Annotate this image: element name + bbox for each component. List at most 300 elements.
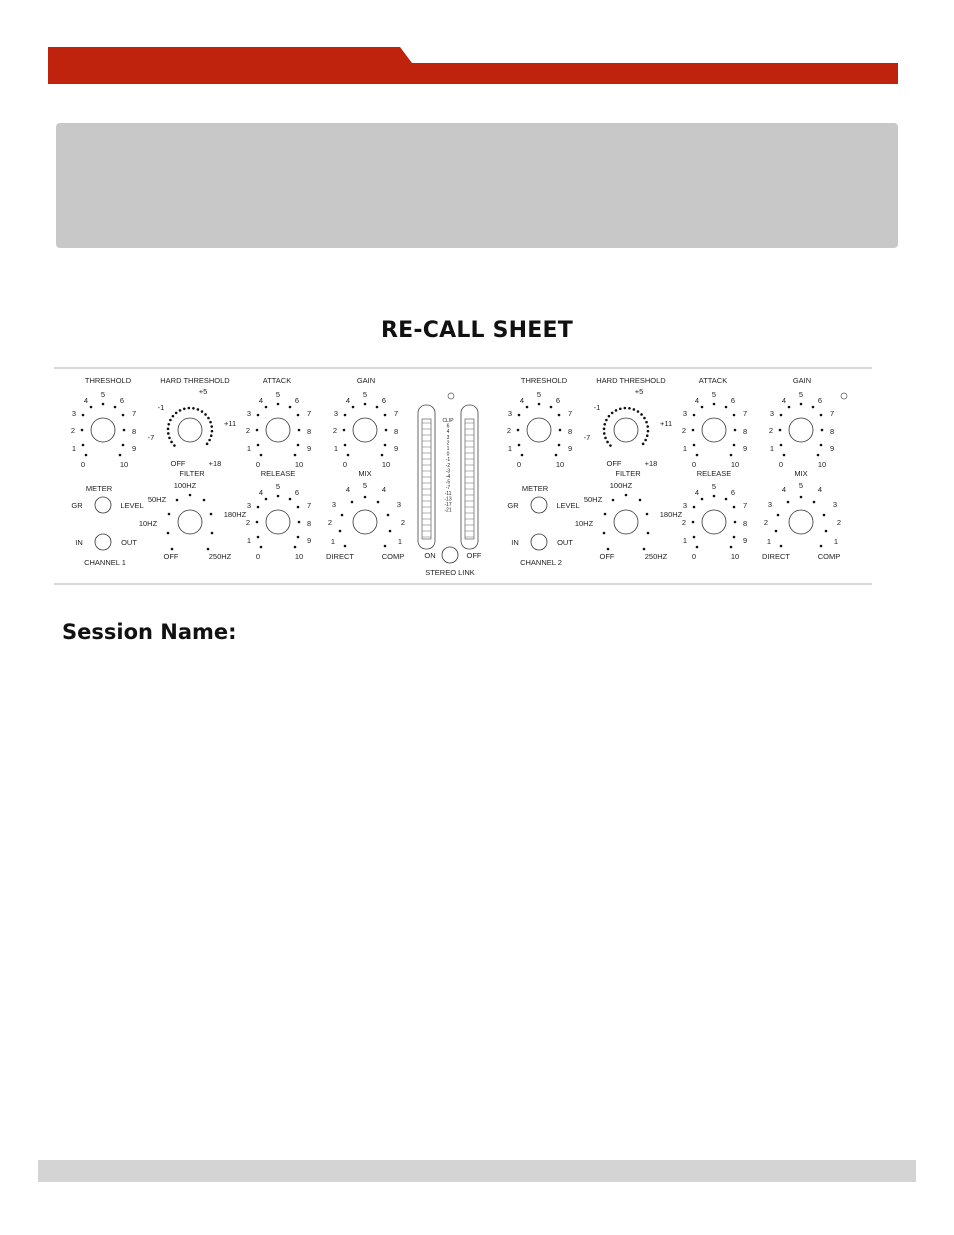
meter-scale-label: -2 <box>445 462 451 469</box>
scale-dot <box>176 499 179 502</box>
scale-label: 0 <box>255 552 261 561</box>
scale-dot <box>701 498 704 501</box>
ht-mark: OFF <box>170 459 186 468</box>
scale-dot <box>692 521 695 524</box>
scale-label: 8 <box>743 519 748 528</box>
meter-gr-label: GR <box>71 501 83 510</box>
scale-label: 5 <box>711 482 717 491</box>
scale-label: 10 <box>817 460 827 469</box>
scale-label: 8 <box>394 427 399 436</box>
scale-dot <box>260 454 263 457</box>
scale-dot <box>384 545 387 548</box>
scale-label: 2 <box>245 426 250 435</box>
meter-switch[interactable] <box>95 497 111 513</box>
meter-scale-label: -21 <box>444 507 452 514</box>
scale-label: 7 <box>743 409 748 418</box>
scale-label: 1 <box>769 444 774 453</box>
ht-mark: -7 <box>147 433 155 442</box>
scale-label: 10 <box>119 460 129 469</box>
filter-mark: 180HZ <box>659 510 683 519</box>
scale-label: 2 <box>768 426 773 435</box>
scale-label: 1 <box>333 444 338 453</box>
scale-dot <box>800 403 803 406</box>
scale-label: 1 <box>682 536 687 545</box>
scale-label: 6 <box>555 396 561 405</box>
hard-threshold-label: HARD THRESHOLD <box>160 376 230 385</box>
scale-dot <box>646 425 649 428</box>
mix-mark: 4 <box>381 485 387 494</box>
filter-mark: 100HZ <box>173 481 197 490</box>
scale-dot <box>817 454 820 457</box>
meter-scale-label: -7 <box>445 485 451 492</box>
scale-dot <box>188 407 191 410</box>
scale-label: 2 <box>681 518 686 527</box>
scale-label: 9 <box>132 444 137 453</box>
scale-label: 0 <box>691 460 697 469</box>
clip-led-1 <box>448 393 454 399</box>
scale-dot <box>210 434 213 437</box>
scale-dot <box>81 429 84 432</box>
gain-knob[interactable] <box>353 418 377 442</box>
scale-label: 0 <box>516 460 522 469</box>
mix-mark: DIRECT <box>762 552 790 561</box>
clip-led-2 <box>841 393 847 399</box>
scale-dot <box>643 417 646 420</box>
meter-window <box>465 419 474 539</box>
scale-dot <box>197 408 200 411</box>
scale-dot <box>603 428 606 431</box>
scale-dot <box>344 545 347 548</box>
scale-dot <box>615 409 618 412</box>
scale-dot <box>612 499 615 502</box>
footer-bar <box>38 1160 916 1182</box>
scale-label: 6 <box>294 396 300 405</box>
attack-knob[interactable] <box>266 418 290 442</box>
scale-dot <box>257 414 260 417</box>
scale-dot <box>820 545 823 548</box>
scale-dot <box>733 414 736 417</box>
scale-dot <box>559 429 562 432</box>
scale-dot <box>605 419 608 422</box>
scale-dot <box>347 454 350 457</box>
scale-label: 0 <box>80 460 86 469</box>
scale-dot <box>389 530 392 533</box>
scale-dot <box>206 443 209 446</box>
scale-dot <box>555 454 558 457</box>
scale-dot <box>713 403 716 406</box>
gain-knob[interactable] <box>789 418 813 442</box>
channel-name: CHANNEL 1 <box>84 558 126 567</box>
scale-label: 1 <box>246 444 251 453</box>
scale-dot <box>167 432 170 435</box>
scale-dot <box>696 546 699 549</box>
ht-mark: +11 <box>224 419 237 428</box>
scale-label: 6 <box>381 396 387 405</box>
scale-dot <box>692 429 695 432</box>
scale-label: 5 <box>100 390 106 399</box>
scale-dot <box>265 406 268 409</box>
scale-dot <box>608 415 611 418</box>
scale-dot <box>642 443 645 446</box>
release-knob[interactable] <box>702 510 726 534</box>
meter-scale-label: -4 <box>445 474 451 480</box>
mix-mark: 4 <box>817 485 823 494</box>
attack-label: ATTACK <box>698 376 728 385</box>
channel-name: CHANNEL 2 <box>520 558 562 567</box>
scale-dot <box>550 406 553 409</box>
mix-knob[interactable] <box>353 510 377 534</box>
scale-dot <box>201 410 204 413</box>
scale-dot <box>647 532 650 535</box>
scale-dot <box>189 494 192 497</box>
ht-mark: OFF <box>606 459 622 468</box>
scale-label: 10 <box>555 460 565 469</box>
mix-knob[interactable] <box>789 510 813 534</box>
scale-dot <box>183 407 186 410</box>
scale-dot <box>558 414 561 417</box>
hard-threshold-knob[interactable] <box>614 418 638 442</box>
scale-dot <box>611 412 614 415</box>
mix-mark: 3 <box>832 500 838 509</box>
scale-dot <box>604 513 607 516</box>
scale-dot <box>90 406 93 409</box>
scale-dot <box>538 403 541 406</box>
scale-dot <box>168 437 171 440</box>
scale-dot <box>179 409 182 412</box>
scale-label: 4 <box>519 396 525 405</box>
scale-dot <box>211 532 214 535</box>
mix-mark: 2 <box>836 518 842 527</box>
scale-label: 8 <box>307 427 312 436</box>
scale-dot <box>82 414 85 417</box>
attack-knob[interactable] <box>702 418 726 442</box>
scale-dot <box>733 506 736 509</box>
mix-mark: COMP <box>817 552 841 561</box>
filter-mark: 250HZ <box>208 552 232 561</box>
meter-scale-label: 0 <box>446 451 450 458</box>
scale-dot <box>730 546 733 549</box>
scale-dot <box>521 454 524 457</box>
scale-label: 9 <box>307 444 312 453</box>
meter-scale-label: CLIP <box>442 418 454 424</box>
scale-label: 8 <box>743 427 748 436</box>
scale-dot <box>298 429 301 432</box>
scale-label: 9 <box>743 536 748 545</box>
header-banner <box>48 47 898 84</box>
meter-scale-label: -13 <box>444 496 452 503</box>
scale-dot <box>211 430 214 433</box>
threshold-label: THRESHOLD <box>520 376 568 385</box>
scale-label: 7 <box>394 409 399 418</box>
meter-scale-label: 6 <box>446 423 450 430</box>
scale-dot <box>114 406 117 409</box>
scale-label: 6 <box>817 396 823 405</box>
scale-dot <box>207 417 210 420</box>
filter-mark: 180HZ <box>223 510 247 519</box>
scale-dot <box>823 514 826 517</box>
scale-dot <box>517 429 520 432</box>
scale-label: 3 <box>682 501 687 510</box>
ht-mark: -7 <box>583 433 591 442</box>
meter-label: METER <box>85 484 113 493</box>
scale-label: 2 <box>332 426 337 435</box>
scale-dot <box>628 407 631 410</box>
scale-dot <box>693 414 696 417</box>
scale-dot <box>294 454 297 457</box>
scale-dot <box>639 499 642 502</box>
scale-dot <box>647 430 650 433</box>
filter-knob[interactable] <box>178 510 202 534</box>
scale-dot <box>779 429 782 432</box>
filter-mark: OFF <box>599 552 615 561</box>
scale-dot <box>644 439 647 442</box>
stereo-link-switch[interactable] <box>442 547 458 563</box>
scale-dot <box>730 454 733 457</box>
scale-label: 1 <box>246 536 251 545</box>
scale-label: 2 <box>245 518 250 527</box>
ht-mark: +18 <box>208 459 222 468</box>
scale-label: 7 <box>830 409 835 418</box>
scale-dot <box>297 536 300 539</box>
ht-mark: +5 <box>198 387 208 396</box>
page-title: RE-CALL SHEET <box>381 318 573 343</box>
compressor-front-panel <box>54 367 872 585</box>
scale-dot <box>384 414 387 417</box>
scale-label: 1 <box>682 444 687 453</box>
attack-label: ATTACK <box>262 376 292 385</box>
scale-label: 10 <box>381 460 391 469</box>
threshold-knob[interactable] <box>91 418 115 442</box>
mix-mark: 1 <box>330 537 336 546</box>
meter-scale-label: -17 <box>444 502 452 508</box>
release-label: RELEASE <box>260 469 296 478</box>
scale-label: 8 <box>307 519 312 528</box>
scale-dot <box>170 441 173 444</box>
meter-scale-label: 3 <box>446 434 450 441</box>
mix-mark: 2 <box>763 518 769 527</box>
mix-mark: DIRECT <box>326 552 354 561</box>
scale-dot <box>701 406 704 409</box>
mix-mark: 1 <box>766 537 772 546</box>
scale-dot <box>646 513 649 516</box>
release-knob[interactable] <box>266 510 290 534</box>
scale-dot <box>780 545 783 548</box>
scale-dot <box>376 406 379 409</box>
scale-dot <box>192 407 195 410</box>
stereo-link-on-label: ON <box>424 551 436 560</box>
scale-dot <box>119 454 122 457</box>
scale-label: 5 <box>275 482 281 491</box>
scale-label: 7 <box>568 409 573 418</box>
scale-dot <box>606 441 609 444</box>
scale-dot <box>725 406 728 409</box>
scale-label: 1 <box>71 444 76 453</box>
scale-dot <box>603 432 606 435</box>
scale-label: 9 <box>830 444 835 453</box>
scale-dot <box>820 444 823 447</box>
scale-dot <box>122 444 125 447</box>
scale-label: 3 <box>71 409 76 418</box>
filter-knob[interactable] <box>614 510 638 534</box>
scale-dot <box>344 414 347 417</box>
scale-dot <box>640 413 643 416</box>
scale-dot <box>646 434 649 437</box>
scale-dot <box>624 407 627 410</box>
scale-label: 9 <box>394 444 399 453</box>
scale-dot <box>208 439 211 442</box>
scale-label: 5 <box>536 390 542 399</box>
scale-dot <box>780 414 783 417</box>
meter-label: METER <box>521 484 549 493</box>
scale-label: 7 <box>132 409 137 418</box>
scale-label: 2 <box>506 426 511 435</box>
scale-dot <box>813 501 816 504</box>
scale-label: 5 <box>711 390 717 399</box>
scale-dot <box>210 425 213 428</box>
scale-dot <box>289 498 292 501</box>
filter-mark: 10HZ <box>574 519 594 528</box>
scale-dot <box>558 444 561 447</box>
scale-dot <box>820 414 823 417</box>
scale-dot <box>352 406 355 409</box>
scale-dot <box>609 444 612 447</box>
scale-dot <box>780 444 783 447</box>
scale-label: 4 <box>258 396 264 405</box>
scale-dot <box>209 421 212 424</box>
scale-dot <box>821 429 824 432</box>
mix-mark: 3 <box>767 500 773 509</box>
scale-label: 8 <box>830 427 835 436</box>
scale-dot <box>169 419 172 422</box>
ht-mark: +11 <box>660 419 673 428</box>
info-box <box>56 123 898 248</box>
mix-mark: 4 <box>345 485 351 494</box>
scale-dot <box>297 414 300 417</box>
scale-dot <box>384 444 387 447</box>
scale-label: 10 <box>294 460 304 469</box>
scale-dot <box>637 410 640 413</box>
stereo-link-off-label: OFF <box>466 551 482 560</box>
scale-dot <box>298 521 301 524</box>
scale-dot <box>168 513 171 516</box>
stereo-link-label: STEREO LINK <box>425 568 475 577</box>
scale-dot <box>733 444 736 447</box>
scale-dot <box>364 403 367 406</box>
scale-dot <box>210 513 213 516</box>
ht-mark: +18 <box>644 459 658 468</box>
scale-label: 5 <box>362 390 368 399</box>
scale-dot <box>343 429 346 432</box>
mix-mark: COMP <box>381 552 405 561</box>
scale-label: 5 <box>798 390 804 399</box>
scale-label: 8 <box>568 427 573 436</box>
scale-label: 3 <box>507 409 512 418</box>
filter-mark: 50HZ <box>583 495 603 504</box>
scale-dot <box>734 521 737 524</box>
scale-dot <box>175 412 178 415</box>
gain-label: GAIN <box>356 376 376 385</box>
scale-dot <box>607 548 610 551</box>
gain-label: GAIN <box>792 376 812 385</box>
scale-dot <box>171 548 174 551</box>
scale-dot <box>265 498 268 501</box>
scale-dot <box>733 536 736 539</box>
scale-dot <box>788 406 791 409</box>
scale-label: 4 <box>694 396 700 405</box>
mix-mark: 3 <box>331 500 337 509</box>
filter-mark: 10HZ <box>138 519 158 528</box>
scale-dot <box>800 496 803 499</box>
filter-mark: OFF <box>163 552 179 561</box>
meter-scale-label: 1 <box>446 446 450 452</box>
scale-label: 6 <box>294 488 300 497</box>
scale-dot <box>777 514 780 517</box>
filter-mark: 250HZ <box>644 552 668 561</box>
scale-label: 3 <box>333 409 338 418</box>
scale-label: 10 <box>730 460 740 469</box>
release-label: RELEASE <box>696 469 732 478</box>
meter-scale-label: 4 <box>446 429 450 436</box>
scale-dot <box>625 494 628 497</box>
scale-dot <box>257 536 260 539</box>
scale-label: 0 <box>691 552 697 561</box>
mix-mark: 5 <box>798 481 804 490</box>
in-out-switch[interactable] <box>531 534 547 550</box>
scale-dot <box>696 454 699 457</box>
scale-label: 7 <box>743 501 748 510</box>
scale-dot <box>85 454 88 457</box>
threshold-knob[interactable] <box>527 418 551 442</box>
scale-label: 9 <box>307 536 312 545</box>
scale-label: 6 <box>119 396 125 405</box>
filter-mark: 50HZ <box>147 495 167 504</box>
scale-dot <box>294 546 297 549</box>
scale-dot <box>619 407 622 410</box>
session-name-label: Session Name: <box>62 620 237 644</box>
scale-label: 2 <box>70 426 75 435</box>
out-label: OUT <box>557 538 573 547</box>
scale-dot <box>734 429 737 432</box>
meter-level-label: LEVEL <box>120 501 144 510</box>
scale-label: 4 <box>83 396 89 405</box>
in-out-switch[interactable] <box>95 534 111 550</box>
scale-dot <box>604 437 607 440</box>
scale-label: 4 <box>781 396 787 405</box>
scale-dot <box>297 444 300 447</box>
meter-window <box>422 419 431 539</box>
scale-dot <box>277 403 280 406</box>
scale-dot <box>643 548 646 551</box>
scale-dot <box>339 530 342 533</box>
scale-dot <box>725 498 728 501</box>
mix-mark: 1 <box>833 537 839 546</box>
in-label: IN <box>511 538 519 547</box>
hard-threshold-knob[interactable] <box>178 418 202 442</box>
scale-dot <box>167 423 170 426</box>
threshold-label: THRESHOLD <box>84 376 132 385</box>
scale-dot <box>526 406 529 409</box>
scale-label: 4 <box>258 488 264 497</box>
scale-dot <box>603 532 606 535</box>
scale-dot <box>204 413 207 416</box>
scale-label: 0 <box>778 460 784 469</box>
scale-label: 1 <box>507 444 512 453</box>
scale-dot <box>693 506 696 509</box>
meter-switch[interactable] <box>531 497 547 513</box>
scale-label: 8 <box>132 427 137 436</box>
scale-dot <box>518 444 521 447</box>
scale-dot <box>122 414 125 417</box>
